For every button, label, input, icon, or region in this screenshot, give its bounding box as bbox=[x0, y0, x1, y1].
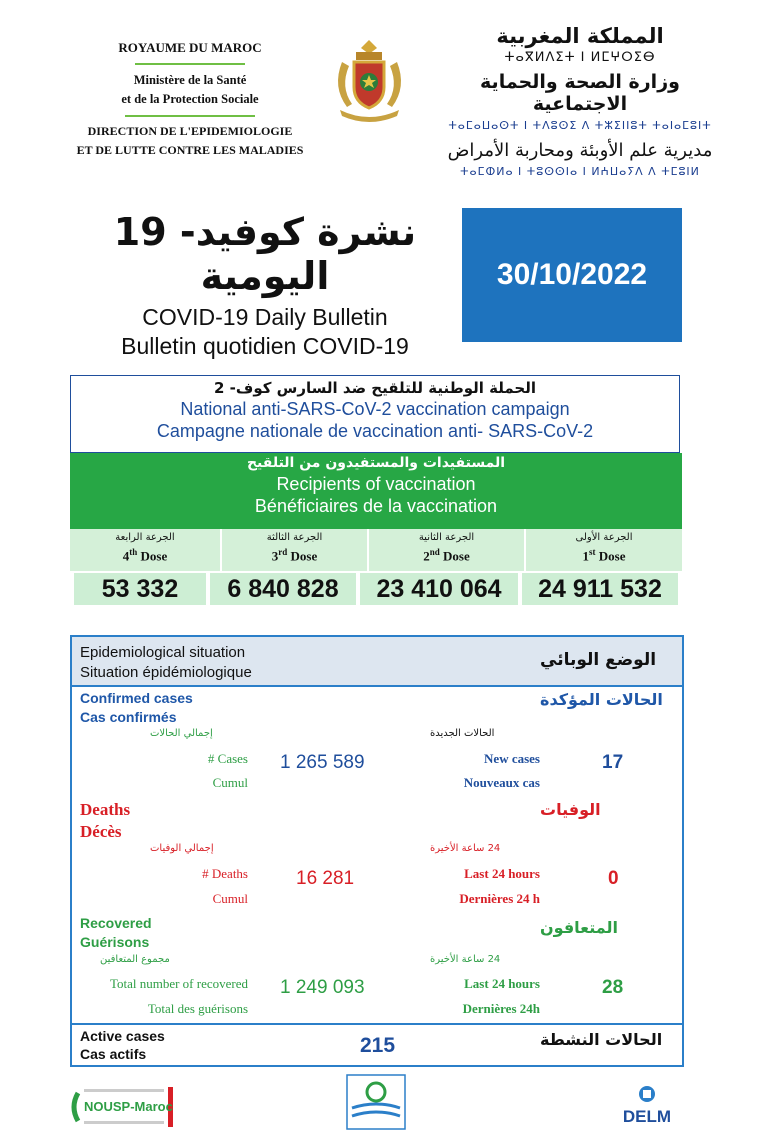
confirmed-total-value: 1 265 589 bbox=[280, 752, 365, 773]
dose-value-4: 53 332 bbox=[74, 573, 206, 605]
dose-value-3: 6 840 828 bbox=[210, 573, 356, 605]
dose-value-2: 23 410 064 bbox=[360, 573, 518, 605]
recovered-new-en: Last 24 hours bbox=[464, 976, 540, 991]
nousp-logo bbox=[70, 1083, 176, 1131]
recipients-en: Recipients of vaccination bbox=[276, 474, 476, 494]
recipients-banner bbox=[70, 453, 682, 529]
dose-label: 3rd Dose bbox=[271, 547, 318, 564]
dose-ar: الجرعة الثالثة bbox=[266, 532, 323, 543]
deaths-total-en: # Deaths bbox=[202, 866, 248, 881]
confirmed-new-value: 17 bbox=[602, 752, 624, 773]
delm-logo bbox=[612, 1085, 682, 1135]
recovered-total-value: 1 249 093 bbox=[280, 977, 365, 998]
title-en: COVID-19 Daily Bulletin bbox=[142, 304, 388, 330]
recovered-new-value: 28 bbox=[602, 977, 624, 998]
delm-logo-icon bbox=[632, 1085, 662, 1103]
direction-ar: مديرية علم الأوبئة ومحاربة الأمراض bbox=[447, 140, 713, 161]
campaign-fr: Campagne nationale de vaccination anti- SARS-CoV-2 bbox=[156, 421, 594, 441]
bulletin-date: 30/10/2022 bbox=[462, 208, 682, 342]
recovered-new-ar: 24 ساعة الأخيرة bbox=[430, 954, 501, 965]
header-arabic bbox=[430, 24, 730, 178]
recovered-fr: Guérisons bbox=[80, 934, 150, 950]
divider bbox=[125, 115, 255, 117]
ministry-tifinagh: ⵜⴰⵎⴰⵡⴰⵙⵜ ⵏ ⵜⴷⵓⵙⵉ ⴷ ⵜⵣⵉⵏⵏⵓⵜ ⵜⴰⵏⴰⵎⵓⵏⵜ bbox=[448, 119, 712, 132]
confirmed-new-ar: الحالات الجديدة bbox=[430, 728, 495, 739]
deaths-ar: الوفيات bbox=[540, 800, 601, 819]
deaths-fr: Décès bbox=[80, 822, 122, 841]
dose-header-1 bbox=[526, 529, 682, 571]
dose-label: 1st Dose bbox=[582, 547, 626, 564]
confirmed-fr: Cas confirmés bbox=[80, 709, 177, 725]
recovered-en: Recovered bbox=[80, 915, 152, 931]
deaths-total-value: 16 281 bbox=[296, 868, 355, 889]
deaths-new-value: 0 bbox=[608, 868, 619, 889]
recovered-new-fr: Dernières 24h bbox=[462, 1001, 540, 1016]
dose-ar: الجرعة الرابعة bbox=[115, 532, 175, 543]
kingdom-fr: ROYAUME DU MAROC bbox=[118, 40, 262, 55]
divider bbox=[72, 1023, 682, 1025]
kingdom-ar: المملكة المغربية bbox=[496, 24, 664, 48]
confirmed-new-fr: Nouveaux cas bbox=[463, 775, 540, 790]
deaths-total-fr: Cumul bbox=[212, 891, 248, 906]
dose-header-3 bbox=[222, 529, 367, 571]
nousp-text: NOUSP-Maroc bbox=[84, 1099, 173, 1114]
dose-ar: الجرعة الأولى bbox=[575, 532, 633, 543]
campaign-en: National anti-SARS-CoV-2 vaccination campaign bbox=[180, 399, 570, 419]
kingdom-tifinagh: ⵜⴰⴳⵍⴷⵉⵜ ⵏ ⵍⵎⵖⵔⵉⴱ bbox=[504, 50, 656, 65]
coat-of-arms-icon bbox=[322, 32, 417, 127]
confirmed-new-en: New cases bbox=[484, 751, 540, 766]
epi-head-en: Epidemiological situation bbox=[80, 644, 246, 661]
confirmed-total-fr: Cumul bbox=[212, 775, 248, 790]
divider bbox=[72, 685, 682, 687]
ministry-logo-icon bbox=[346, 1074, 406, 1130]
deaths-new-en: Last 24 hours bbox=[464, 866, 540, 881]
recovered-total-en: Total number of recovered bbox=[109, 976, 248, 991]
active-ar: الحالات النشطة bbox=[540, 1030, 663, 1049]
title-ar: نشرة كوفيد- 19 اليومية bbox=[113, 210, 417, 298]
dose-ar: الجرعة الثانية bbox=[418, 532, 475, 543]
confirmed-total-en: # Cases bbox=[207, 751, 248, 766]
deaths-new-fr: Dernières 24 h bbox=[459, 891, 540, 906]
active-en: Active cases bbox=[80, 1028, 165, 1044]
recovered-ar: المتعافون bbox=[540, 918, 618, 937]
dose-label: 2nd Dose bbox=[423, 547, 470, 564]
direction-fr-1: DIRECTION DE L'EPIDEMIOLOGIE bbox=[87, 124, 293, 138]
bulletin-title bbox=[80, 210, 450, 360]
dose-label: 4th Dose bbox=[122, 547, 168, 564]
active-value: 215 bbox=[360, 1034, 396, 1057]
title-fr: Bulletin quotidien COVID-19 bbox=[121, 333, 409, 359]
delm-text: DELM bbox=[622, 1107, 672, 1126]
dose-header-4 bbox=[70, 529, 220, 571]
active-fr: Cas actifs bbox=[80, 1046, 147, 1062]
ministry-fr-1: Ministère de la Santé bbox=[133, 73, 247, 87]
deaths-total-ar: إجمالي الوفيات bbox=[150, 843, 214, 854]
confirmed-ar: الحالات المؤكدة bbox=[540, 690, 663, 709]
header-french bbox=[40, 40, 340, 158]
ministry-fr-2: et de la Protection Sociale bbox=[121, 92, 259, 106]
vaccination-campaign-box bbox=[70, 375, 680, 453]
recovered-total-fr: Total des guérisons bbox=[147, 1001, 248, 1016]
dose-header-2 bbox=[369, 529, 524, 571]
direction-tifinagh: ⵜⴰⵎⵀⵍⴰ ⵏ ⵜⵓⵙⵙⵏⴰ ⵏ ⵍⵄⵡⴰⵢⴷ ⴷ ⵜⵎⵓⵏⵍ bbox=[460, 165, 700, 178]
epi-head-fr: Situation épidémiologique bbox=[80, 664, 252, 681]
recovered-total-ar: مجموع المتعافين bbox=[100, 954, 170, 965]
recipients-ar: المستفيدات والمستفيدون من التلقيح bbox=[246, 455, 506, 471]
dose-value-1: 24 911 532 bbox=[522, 573, 678, 605]
recipients-fr: Bénéficiaires de la vaccination bbox=[254, 496, 498, 516]
epi-head-ar: الوضع الوبائي bbox=[540, 650, 657, 670]
deaths-en: Deaths bbox=[80, 800, 131, 819]
confirmed-en: Confirmed cases bbox=[80, 690, 193, 706]
direction-fr-2: ET DE LUTTE CONTRE LES MALADIES bbox=[76, 143, 304, 157]
confirmed-total-ar: إجمالي الحالات bbox=[150, 728, 213, 739]
divider bbox=[135, 63, 245, 65]
campaign-ar: الحملة الوطنية للتلقيح ضد السارس كوف- 2 bbox=[214, 379, 536, 397]
deaths-new-ar: 24 ساعة الأخيرة bbox=[430, 843, 501, 854]
ministry-ar: وزارة الصحة والحماية الاجتماعية bbox=[480, 71, 680, 115]
